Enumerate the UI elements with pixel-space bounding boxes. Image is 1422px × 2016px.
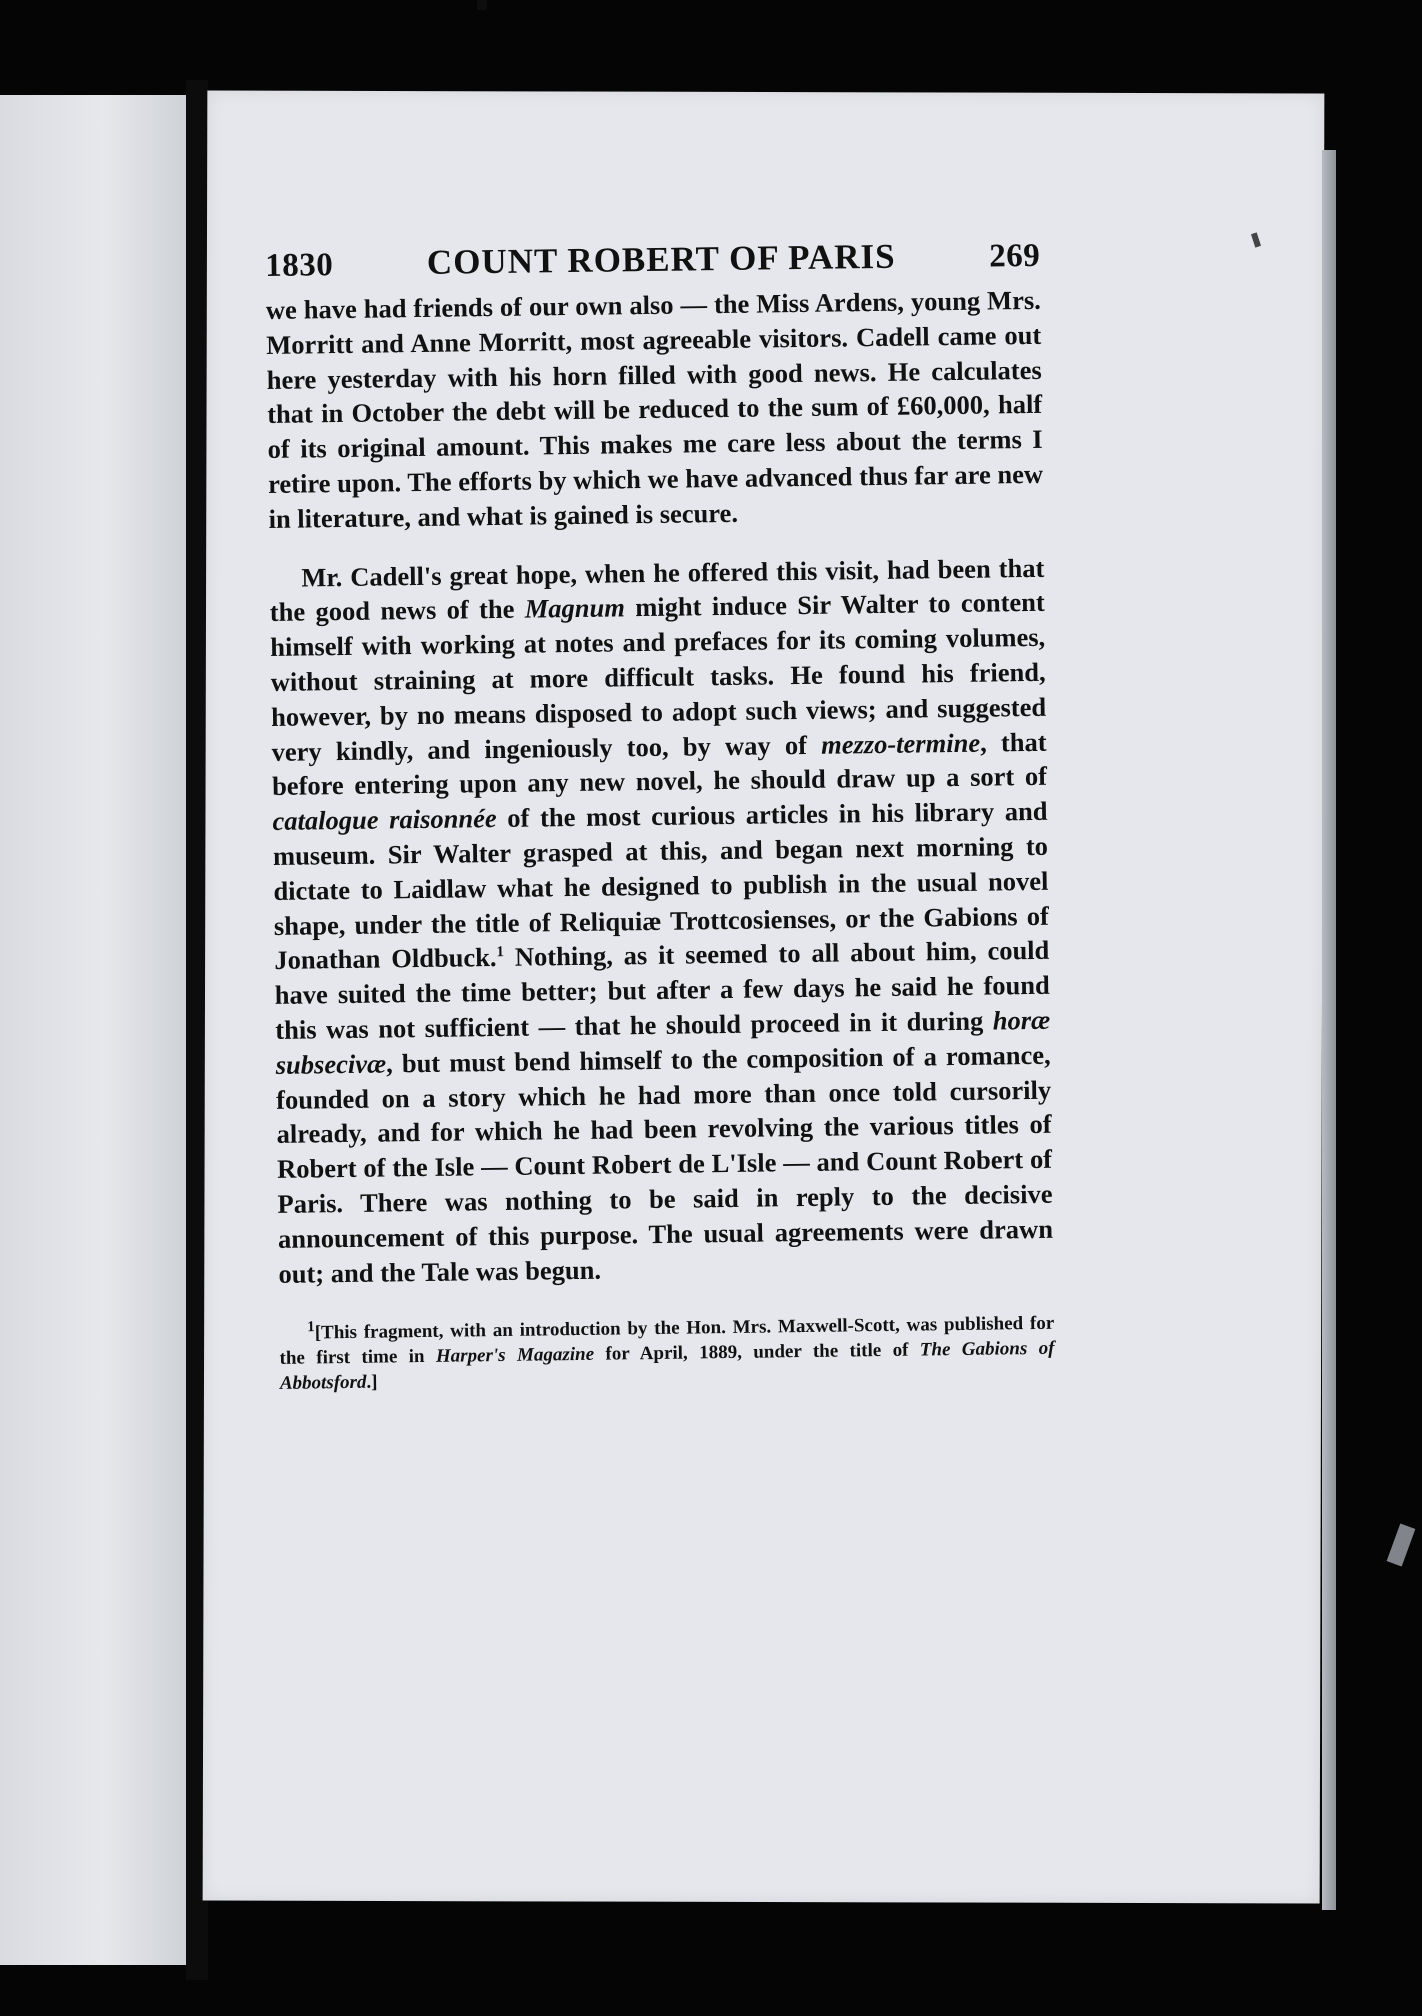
scan-speck-top [477, 0, 487, 10]
footnote-segment-2: for April, 1889, under the title of [593, 1339, 920, 1366]
header-year: 1830 [265, 247, 334, 284]
left-page-edge [0, 95, 186, 1965]
italic-catalogue-raisonnee: catalogue raisonnée [272, 803, 497, 837]
italic-harpers-magazine: Harper's Magazine [435, 1344, 595, 1368]
page-stack-edge [1322, 150, 1336, 1910]
footnote-marker: 1 [307, 1319, 315, 1336]
footnote-segment-3: .] [366, 1371, 378, 1394]
paragraph-main-segment-6: , but must bend himself to the composition of a romance, founded on a story which he had more than once told cursorily already, and for which he had been revolving the various titles of Robert of the Isle — Count Robert de L'Isle — and Count Robert of Paris. There was nothing to be said in reply to the decisive announcement of this purpose. The usual agreements were drawn out; and the Tale was begun. [275, 1039, 1054, 1289]
italic-gabions-of-abbotsford: The Gabions of Abbotsford [279, 1338, 1055, 1395]
paragraph-main-segment-4: of the most curious articles in his library and museum. Sir Walter grasped at this, and began next morning to dictate to Laidlaw what he designed to publish in the usual novel shape, under the title of Reliquiæ Trottcosienses, or the Gabions of Jonathan Oldbuck. [272, 795, 1050, 976]
paragraph-main-segment-1: Mr. Cadell's great hope, when he offered this visit, had been that the good news of the [269, 552, 1045, 628]
paragraph-main-segment-2: might induce Sir Walter to content himself with working at notes and prefaces for its coming volumes, without straining at more difficult tasks. He found his friend, however, by no means disposed to adopt such views; and suggested very kindly, and ingeniously too, by way of [270, 587, 1047, 767]
italic-magnum: Magnum [524, 592, 626, 625]
header-title: COUNT ROBERT OF PARIS [426, 236, 896, 282]
page-text-block [265, 235, 1055, 1415]
footnote-reference: 1 [496, 944, 505, 961]
italic-horae-subsecivae: horæ subsecivæ [275, 1004, 1051, 1080]
paragraph-letter-excerpt: we have had friends of our own also — the Miss Ardens, young Mrs. Morritt and Anne Morritt, most agreeable visitors. Cadell came out here yesterday with his horn filled with good news. He calculates that in October the debt will be reduced to the sum of £60,000, half of its original amount. This makes me care less about the terms I retire upon. The efforts by which we have advanced thus far are new in literature, and what is gained is secure. [265, 284, 1044, 534]
footnote [279, 1311, 1055, 1396]
paragraph-main [269, 550, 1053, 1291]
page-number: 269 [988, 237, 1041, 275]
italic-mezzo-termine: mezzo-termine [820, 727, 981, 760]
paragraph-main-segment-5: Nothing, as it seemed to all about him, could have suited the time better; but after a few days he said he found this was not sufficient — that he should proceed in it during [274, 935, 1050, 1045]
paragraph-main-segment-3: , that before entering upon any new novel, he should draw up a sort of [271, 726, 1048, 802]
footnote-segment-1: [This fragment, with an introduction by the Hon. Mrs. Maxwell-Scott, was published for the first time in [279, 1313, 1055, 1370]
